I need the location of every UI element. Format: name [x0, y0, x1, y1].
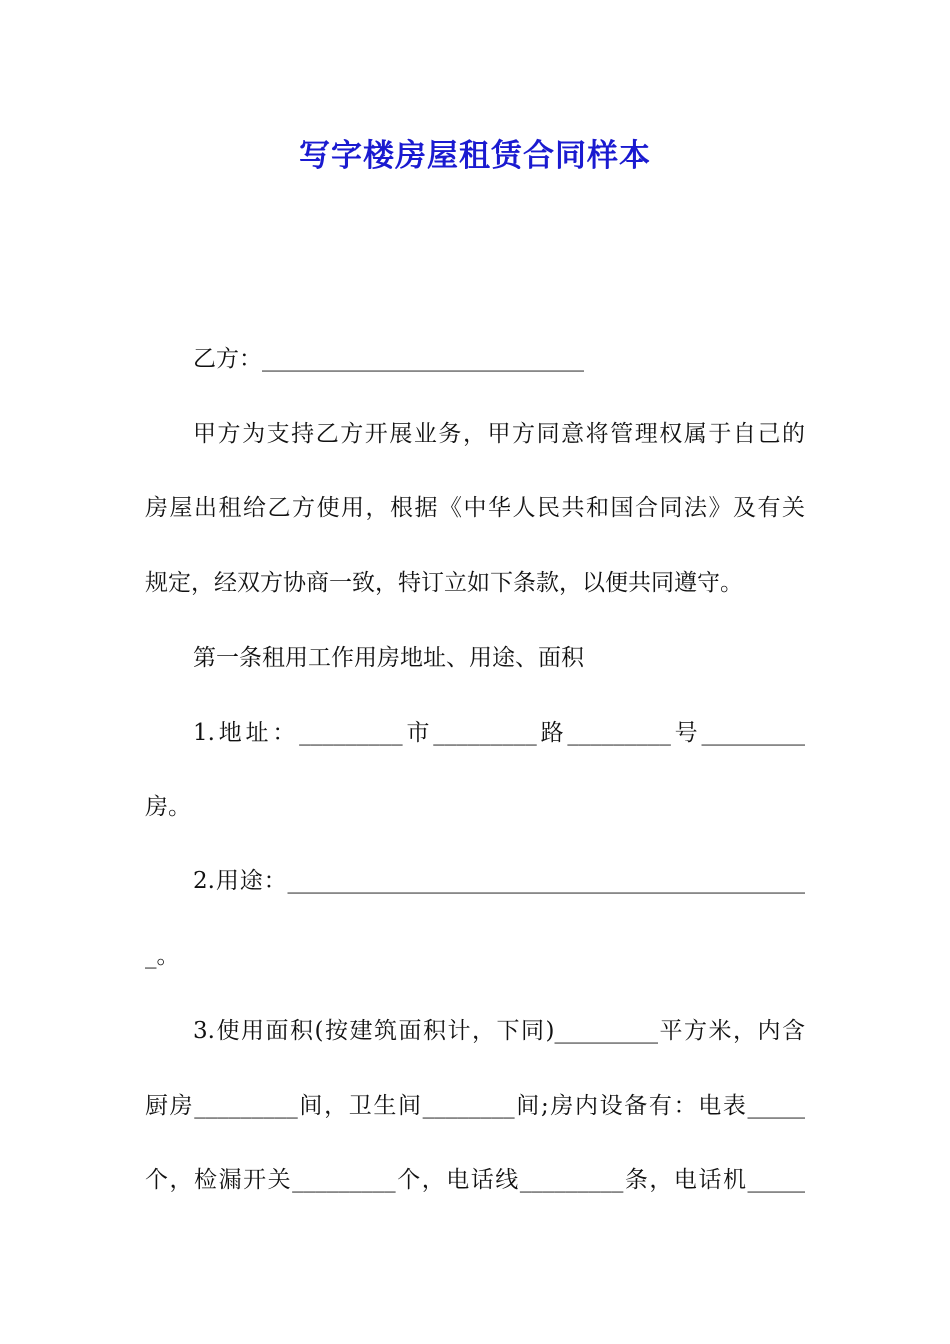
address-line-end: 房。	[145, 794, 191, 820]
preamble-line-1: 甲方为支持乙方开展业务，甲方同意将管理权属于自己的	[193, 421, 805, 447]
purpose-line-end: _。	[145, 943, 180, 969]
area-line-2: 厨房_________间，卫生间________间;房内设备有：电表_____	[145, 1093, 805, 1119]
area-line-3: 个，检漏开关_________个，电话线_________条，电话机_____	[145, 1167, 805, 1193]
preamble-line-3: 规定，经双方协商一致，特订立如下条款，以便共同遵守。	[145, 570, 743, 596]
document-title: 写字楼房屋租赁合同样本	[299, 138, 651, 174]
purpose-line: 2.用途：_____________________________________________	[193, 868, 805, 894]
article-one-heading: 第一条租用工作用房地址、用途、面积	[193, 645, 584, 671]
address-line: 1.地址：_________市_________路_________号_________	[193, 720, 805, 746]
area-line-1: 3.使用面积(按建筑面积计，下同)_________平方米，内含	[193, 1018, 805, 1044]
preamble-line-2: 房屋出租给乙方使用，根据《中华人民共和国合同法》及有关	[145, 495, 805, 521]
party-b-line: 乙方：____________________________	[193, 346, 584, 372]
